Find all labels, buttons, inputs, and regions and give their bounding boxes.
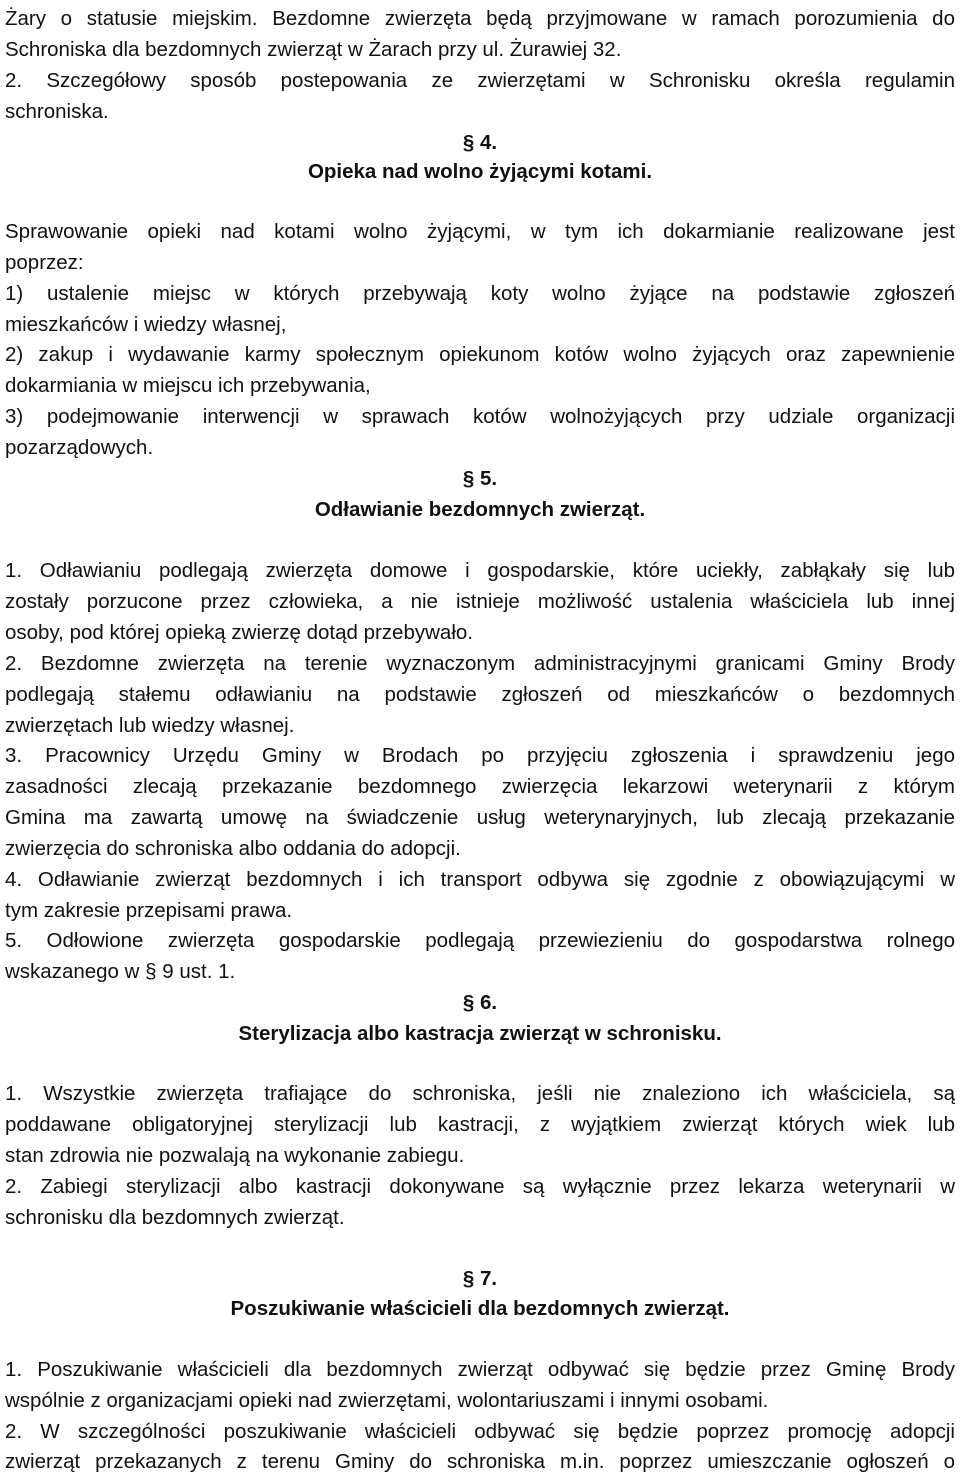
paragraph-line: schronisku dla bezdomnych zwierząt. — [5, 1206, 345, 1229]
paragraph-line: 1. Wszystkie zwierzęta trafiające do schroniska, jeśli nie znaleziono ich właściciela, są — [5, 1082, 955, 1105]
paragraph-line: tym zakresie przepisami prawa. — [5, 899, 293, 922]
list-item-line: mieszkańców i wiedzy własnej, — [5, 313, 287, 336]
paragraph-line: zwierzętach lub wiedzy własnej. — [5, 714, 295, 737]
paragraph-line: 3. Pracownicy Urzędu Gminy w Brodach po przyjęciu zgłoszenia i sprawdzeniu jego — [5, 744, 955, 767]
list-item-line: 2) zakup i wydawanie karmy społecznym opiekunom kotów wolno żyjących oraz zapewnienie — [5, 343, 955, 366]
paragraph-line: Sprawowanie opieki nad kotami wolno żyjącymi, w tym ich dokarmianie realizowane jest — [5, 220, 955, 243]
paragraph-line: zasadności zlecają przekazanie bezdomnego zwierzęcia lekarzowi weterynarii z którym — [5, 775, 955, 798]
list-item-line: 3) podejmowanie interwencji w sprawach kotów wolnożyjących przy udziale organizacji — [5, 405, 955, 428]
section-title: Opieka nad wolno żyjącymi kotami. — [307, 160, 653, 183]
paragraph-line: poprzez: — [5, 251, 84, 274]
paragraph-line: 2. Zabiegi sterylizacji albo kastracji dokonywane są wyłącznie przez lekarza weterynarii w — [5, 1175, 955, 1198]
list-item-line: pozarządowych. — [5, 436, 154, 459]
paragraph-line: stan zdrowia nie pozwalają na wykonanie zabiegu. — [5, 1144, 465, 1167]
paragraph-line: 1. Odławianiu podlegają zwierzęta domowe i gospodarskie, które uciekły, zabłąkały się lub — [5, 559, 955, 582]
paragraph-line: Schroniska dla bezdomnych zwierząt w Żarach przy ul. Żurawiej 32. — [5, 38, 622, 61]
section-number: § 6. — [462, 991, 498, 1014]
paragraph-line: 5. Odłowione zwierzęta gospodarskie podlegają przewiezieniu do gospodarstwa rolnego — [5, 929, 955, 952]
paragraph-line: poddawane obligatoryjnej sterylizacji lub kastracji, z wyjątkiem zwierząt których wiek lub — [5, 1113, 955, 1136]
section-number: § 4. — [462, 131, 498, 154]
section-number: § 7. — [462, 1267, 498, 1290]
paragraph-line: podlegają stałemu odławianiu na podstawie zgłoszeń od mieszkańców o bezdomnych — [5, 683, 955, 706]
paragraph-line: zostały porzucone przez człowieka, a nie istnieje możliwość ustalenia właściciela lub innej — [5, 590, 955, 613]
paragraph-line: zwierząt przekazanych z terenu Gminy do schroniska m.in. poprzez umieszczanie ogłoszeń o — [5, 1450, 955, 1473]
list-item-line: dokarmiania w miejscu ich przebywania, — [5, 374, 371, 397]
paragraph-line: osoby, pod której opieką zwierzę dotąd przebywało. — [5, 621, 473, 644]
paragraph-line: Żary o statusie miejskim. Bezdomne zwierzęta będą przyjmowane w ramach porozumienia do — [5, 7, 955, 30]
paragraph-line: wskazanego w § 9 ust. 1. — [5, 960, 236, 983]
paragraph-line: 2. Szczegółowy sposób postepowania ze zwierzętami w Schronisku określa regulamin — [5, 69, 955, 92]
section-title: Sterylizacja albo kastracja zwierząt w schronisku. — [238, 1022, 722, 1045]
section-title: Odławianie bezdomnych zwierząt. — [314, 498, 646, 521]
paragraph-line: Gmina ma zawartą umowę na świadczenie usług weterynaryjnych, lub zlecają przekazanie — [5, 806, 955, 829]
paragraph-line: wspólnie z organizacjami opieki nad zwierzętami, wolontariuszami i innymi osobami. — [5, 1389, 769, 1412]
section-number: § 5. — [462, 467, 498, 490]
paragraph-line: zwierzęcia do schroniska albo oddania do adopcji. — [5, 837, 461, 860]
paragraph-line: 1. Poszukiwanie właścicieli dla bezdomnych zwierząt odbywać się będzie przez Gminę Brody — [5, 1358, 955, 1381]
paragraph-line: schroniska. — [5, 100, 109, 123]
paragraph-line: 2. W szczególności poszukiwanie właścicieli odbywać się będzie poprzez promocję adopcji — [5, 1420, 955, 1443]
paragraph-line: 4. Odławianie zwierząt bezdomnych i ich transport odbywa się zgodnie z obowiązującymi w — [5, 868, 955, 891]
list-item-line: 1) ustalenie miejsc w których przebywają koty wolno żyjące na podstawie zgłoszeń — [5, 282, 955, 305]
section-title: Poszukiwanie właścicieli dla bezdomnych zwierząt. — [230, 1297, 730, 1320]
paragraph-line: 2. Bezdomne zwierzęta na terenie wyznaczonym administracyjnymi granicami Gminy Brody — [5, 652, 955, 675]
